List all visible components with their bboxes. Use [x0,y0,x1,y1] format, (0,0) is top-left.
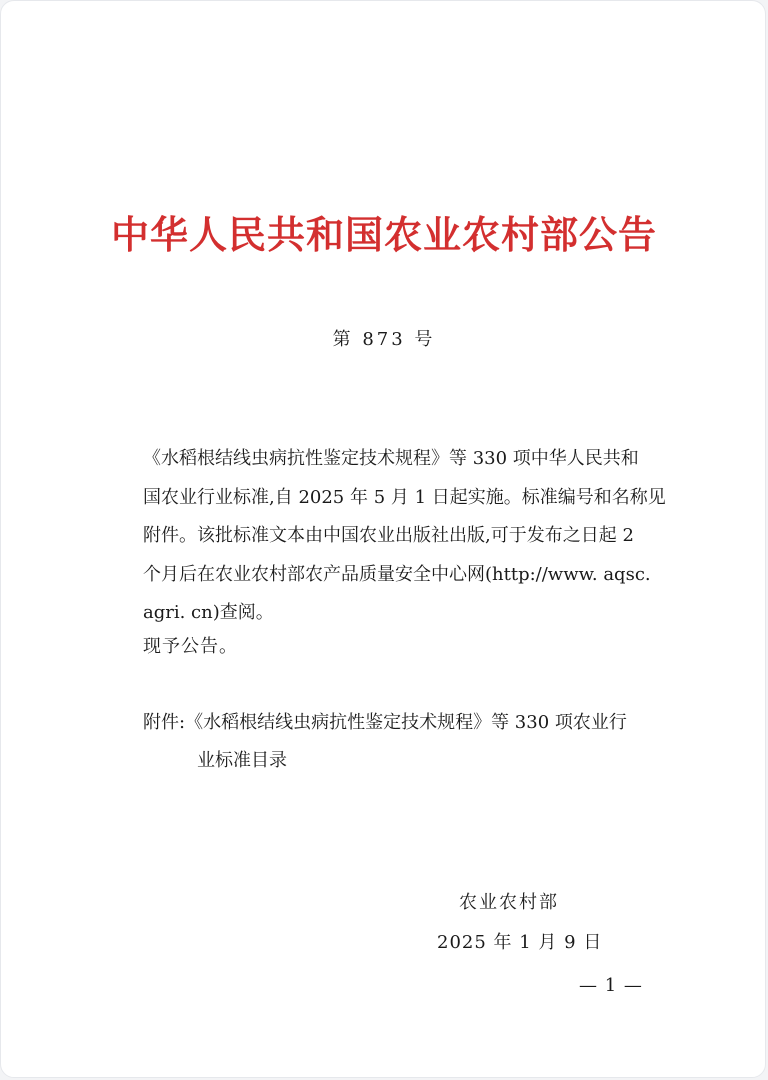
body-line: 《水稻根结线虫病抗性鉴定技术规程》等 330 项中华人民共和 [143,448,639,469]
body-line: 国农业行业标准,自 2025 年 5 月 1 日起实施。标准编号和名称见 [143,486,666,508]
closing-statement: 现予公告。 [143,636,238,657]
issuer-name: 农业农村部 [459,892,559,913]
announcement-body [143,440,669,633]
attachment-note [143,704,669,780]
page-number: — 1 — [579,975,643,996]
body-line: 个月后在农业农村部农产品质量安全中心网(http://www. aqsc. [143,563,651,585]
body-line: 附件。该批标准文本由中国农业出版社出版,可于发布之日起 2 [143,525,634,546]
attachment-title-continuation: 业标准目录 [197,750,287,771]
attachment-title: 《水稻根结线虫病抗性鉴定技术规程》等 330 项农业行 [185,712,627,733]
announcement-number: 第 873 号 [332,329,436,350]
issue-date: 2025 年 1 月 9 日 [437,932,603,953]
announcement-title: 中华人民共和国农业农村部公告 [110,213,657,257]
body-line: agri. cn)查阅。 [143,602,274,623]
attachment-label: 附件: [143,712,186,733]
